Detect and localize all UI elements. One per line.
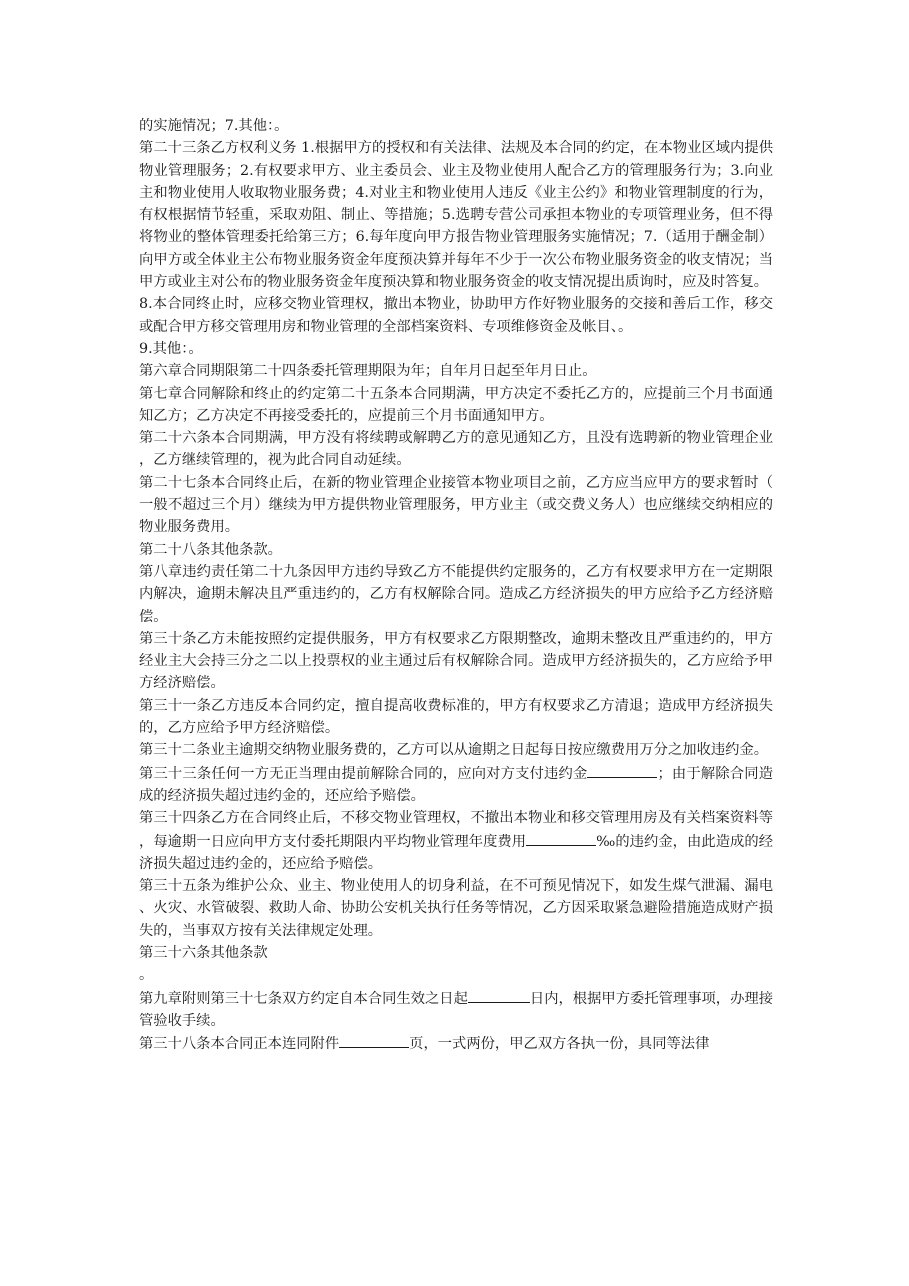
clause-23-item-8: 8.本合同终止时，应移交物业管理权，撤出本物业，协助甲方作好物业服务的交接和善后工作，移交或配合甲方移交管理用房和物业管理的全部档案资料、专项维修资金及帐目、。 — [139, 296, 773, 335]
clause-35-paragraph: 第三十五条为维护公众、业主、物业使用人的切身利益，在不可预见情况下，如发生煤气泄漏、漏电、火灾、水管破裂、救助人命、协助公安机关执行任务等情况，乙方因采取紧急避险措施造成财产损失的，当事双方按有关法律规定处理。 — [139, 878, 773, 939]
clause-23-item-9: 9.其他：。 — [139, 340, 203, 357]
clause-29-paragraph: 第八章违约责任第二十九条因甲方违约导致乙方不能提供约定服务的，乙方有权要求甲方在一定期限内解决，逾期未解决且严重违约的，乙方有权解除合同。造成乙方经济损失的甲方应给予乙方经济赔偿。 — [139, 563, 773, 625]
days-blank — [468, 987, 530, 1003]
clause-28-paragraph: 第二十八条其他条款。 — [139, 541, 282, 558]
clause-26-paragraph: 第二十六条本合同期满，甲方没有将续聘或解聘乙方的意见通知乙方，且没有选聘新的物业管理企业，乙方继续管理的，视为此合同自动延续。 — [139, 430, 773, 469]
clause-38-paragraph — [139, 1032, 773, 1055]
permille-rate-blank — [526, 830, 596, 846]
clause-37-text-b: 日内，根据甲方委托管理事项，办理接管验收手续。 — [139, 990, 774, 1029]
clause-38-text-a: 第三十八条本合同正本连同附件 — [139, 1036, 340, 1053]
clause-34-text-a: 第三十四条乙方在合同终止后，不移交物业管理权，不撤出本物业和移交管理用房及有关档案资料等，每逾期一日应向甲方支付委托期限内平均物业管理年度费用 — [139, 810, 773, 850]
clause-34-paragraph — [139, 807, 773, 875]
penalty-amount-blank — [587, 762, 657, 778]
clause-31-paragraph: 第三十一条乙方违反本合同约定，擅自提高收费标准的，甲方有权要求乙方清退；造成甲方经济损失的，乙方应给予甲方经济赔偿。 — [139, 697, 773, 737]
clause-23-paragraph: 第二十三条乙方权利义务 1.根据甲方的授权和有关法律、法规及本合同的约定，在本物业区域内提供物业管理服务；2.有权要求甲方、业主委员会、业主及物业使用人配合乙方的管理服务行为；3.向业主和物业使用人收取物业服务费；4.对业主和物业使用人违反《业主公约》和物业管理制度的行为，有权根据情节轻重，采取劝阻、制止、等措施；5.选聘专营公司承担本物业的专项管理业务，但不得将物业的整体管理委托给第三方；6.每年度向甲方报告物业管理服务实施情况；7.（适用于酬金制）向甲方或全体业主公布物业服务资金年度预决算并每年不少于一次公布物业服务资金的收支情况；当甲方或业主对公布的物业服务资金年度预决算和物业服务资金的收支情况提出质询时，应及时答复。 — [139, 140, 773, 291]
clause-33-paragraph — [139, 762, 773, 808]
clause-37-text-a: 第九章附则第三十七条双方约定自本合同生效之日起 — [139, 990, 468, 1007]
clause-24-paragraph: 第六章合同期限第二十四条委托管理期限为年；自年月日起至年月日止。 — [139, 363, 597, 380]
clause-25-paragraph: 第七章合同解除和终止的约定第二十五条本合同期满，甲方决定不委托乙方的，应提前三个月书面通知乙方；乙方决定不再接受委托的，应提前三个月书面通知甲方。 — [139, 385, 773, 424]
attachment-pages-blank — [339, 1032, 409, 1048]
clause-33-text-b: ；由于解除合同造成的经济损失超过违约金的，还应给予赔偿。 — [139, 765, 774, 804]
contract-text — [139, 115, 773, 1055]
clause-27-paragraph: 第二十七条本合同终止后，在新的物业管理企业接管本物业项目之前，乙方应当应甲方的要求暂时（一般不超过三个月）继续为甲方提供物业管理服务，甲方业主（或交费义务人）也应继续交纳相应的物业服务费用。 — [139, 474, 773, 536]
clause-37-paragraph — [139, 987, 773, 1033]
clause-paragraph: 的实施情况；7.其他：。 — [139, 118, 289, 134]
clause-34-text-b: ‰的违约金，由此造成的经济损失超过违约金的，还应给予赔偿。 — [139, 833, 773, 872]
clause-36-period: 。 — [139, 967, 154, 984]
clause-38-text-b: 页，一式两份，甲乙双方各执一份，具同等法律 — [409, 1036, 710, 1053]
clause-30-paragraph: 第三十条乙方未能按照约定提供服务，甲方有权要求乙方限期整改，逾期未整改且严重违约的，甲方经业主大会持三分之二以上投票权的业主通过后有权解除合同。造成甲方经济损失的，乙方应给予甲方经济赔偿。 — [139, 630, 773, 692]
clause-32-paragraph: 第三十二条业主逾期交纳物业服务费的，乙方可以从逾期之日起每日按应缴费用万分之加收违约金。 — [139, 742, 769, 759]
clause-36-paragraph: 第三十六条其他条款 — [139, 944, 268, 961]
clause-33-text-a: 第三十三条任何一方无正当理由提前解除合同的，应向对方支付违约金 — [139, 765, 588, 782]
